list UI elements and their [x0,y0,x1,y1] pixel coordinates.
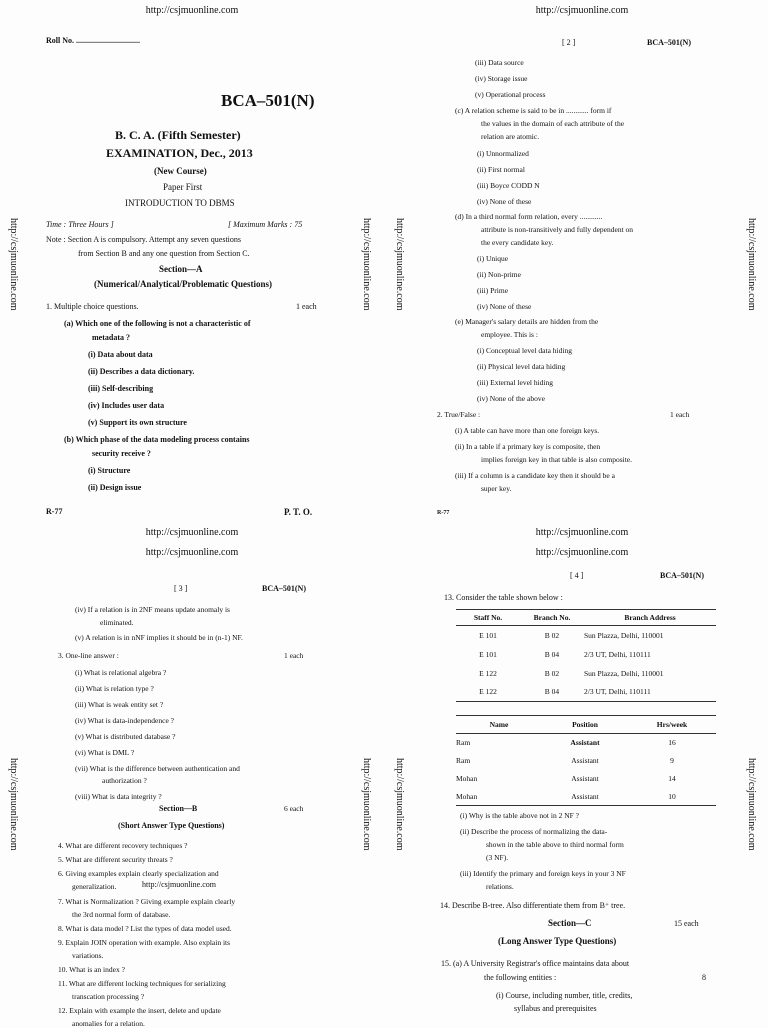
page-code: BCA–501(N) [660,571,704,580]
qb-line-1: (b) Which phase of the data modeling process contains [64,435,250,444]
column-header: Name [489,720,509,729]
column-header: Hrs/week [656,720,688,729]
table-cell: E 101 [479,649,497,659]
q3-item: (ii) What is relation type ? [75,684,154,693]
q3-item: (iv) What is data-independence ? [75,716,174,725]
qe-line-2: employee. This is : [481,330,538,339]
q2-i: (i) A table can have more than one foreign keys. [455,426,600,435]
table-cell: Sun Plazza, Delhi, 110001 [584,630,664,640]
qa-line-1: (a) Which one of the following is not a characteristic of [64,319,251,328]
table-cell: Mohan [456,774,478,783]
qe-option: (iii) External level hiding [477,378,554,387]
note-line-1: Note : Section A is compulsory. Attempt any seven questions [46,235,242,244]
qd-line-2: attribute is non-transitively and fully dependent on [481,225,634,234]
table-row [456,788,716,806]
column-header: Branch Address [624,613,676,622]
page3-header-url-1: http://csjmuonline.com [145,527,239,538]
q12-line-2: anomalies for a relation. [72,1019,145,1028]
qc-option: (i) Unnormalized [477,149,529,158]
qe-option: (i) Conceptual level data hiding [477,346,572,355]
option: (iv) Storage issue [475,74,528,83]
qe-line-1: (e) Manager's salary details are hidden from the [455,317,599,326]
qc-option: (iv) None of these [477,197,532,206]
table-cell: B 02 [544,668,560,678]
qc-line-1: (c) A relation scheme is said to be in ............ form if [455,106,612,115]
table-cell: E 101 [479,630,497,640]
page-code: BCA–501(N) [647,38,691,47]
table-row [456,770,716,788]
table-cell: Mohan [456,791,478,801]
q5: 5. What are different security threats ? [58,855,173,864]
section-c-marks: 15 each [674,919,699,928]
roll-no: Roll No. ................................ [46,36,140,45]
q15-i-line-1: (i) Course, including number, title, credits, [496,991,633,1000]
qa-option: (i) Data about data [88,350,153,359]
q6-line-2: generalization. [72,882,117,891]
q2-iii-line-2: super key. [481,484,512,493]
side-url: http://csjmuonline.com [746,758,757,851]
q2-marks: 1 each [670,410,690,419]
table-cell: B 04 [544,649,560,659]
table-row [456,645,716,664]
side-url: http://csjmuonline.com [361,218,372,311]
table-cell: 14 [668,774,676,783]
table-row [456,734,716,752]
table-row [456,664,716,683]
section-b-marks: 6 each [284,804,304,813]
column-header: Branch No. [533,613,571,622]
qd-option: (iii) Prime [477,286,509,295]
q15-i-line-2: syllabus and prerequisites [514,1004,597,1013]
table-cell: 10 [668,791,676,801]
qa-line-2: metadata ? [92,333,130,342]
q15-line-1: 15. (a) A University Registrar's office maintains data about [441,959,630,968]
column-header: Position [572,720,598,729]
section-c-subheading: (Long Answer Type Questions) [498,936,617,946]
q13-i: (i) Why is the table above not in 2 NF ? [460,811,580,820]
q2-ii-line-2: implies foreign key in that table is also composite. [481,455,633,464]
side-url: http://csjmuonline.com [361,758,372,851]
page2-footer-code: R-77 [437,510,450,516]
q13-iii-line-1: (iii) Identify the primary and foreign keys in your 3 NF [460,869,626,878]
q2-iii-line-1: (iii) If a column is a candidate key then it should be a [455,471,615,480]
page1-pto: P. T. O. [284,507,313,517]
paper-code: BCA–501(N) [221,91,315,110]
q3-viii: (viii) What is data integrity ? [75,792,162,801]
table-cell: E 122 [479,668,497,678]
qb-option: (ii) Design issue [88,483,142,492]
new-course: (New Course) [154,166,207,176]
q7-line-1: 7. What is Normalization ? Giving example explain clearly [58,897,236,906]
page4-header-url-2: http://csjmuonline.com [535,547,629,558]
qb-option: (i) Structure [88,466,131,475]
table-cell: 2/3 UT, Delhi, 110111 [584,687,651,697]
table-row [456,683,716,702]
table-row [456,752,716,770]
time: Time : Three Hours ] [46,220,114,229]
page-code: BCA–501(N) [262,584,306,593]
qa-option: (iii) Self-describing [88,384,154,393]
qa-option: (ii) Describes a data dictionary. [88,367,195,376]
q3-item: (iii) What is weak entity set ? [75,700,164,709]
q13-ii-line-1: (ii) Describe the process of normalizing the data- [460,827,608,836]
q13: 13. Consider the table shown below : [444,593,563,602]
q3-vii-line-2: authorization ? [102,776,147,785]
table-cell: Sun Plazza, Delhi, 110001 [584,668,664,678]
q12-line-1: 12. Explain with example the insert, delete and update [58,1006,221,1015]
side-url: http://csjmuonline.com [8,758,19,851]
q8: 8. What is data model ? List the types of data model used. [58,924,232,933]
qc-option: (ii) First normal [477,165,525,174]
q3-marks: 1 each [284,651,304,660]
qc-line-2: the values in the domain of each attribute of the [481,119,625,128]
section-a-heading: Section—A [159,264,203,274]
option: (v) Operational process [475,90,546,99]
side-url: http://csjmuonline.com [394,758,405,851]
stmt-iv-line-2: eliminated. [100,618,134,627]
q6-line-1: 6. Giving examples explain clearly specialization and [58,869,219,878]
q3-item: (vi) What is DML ? [75,748,135,757]
stmt-v: (v) A relation is in nNF implies it should be in (n-1) NF. [75,633,243,642]
table-cell: 2/3 UT, Delhi, 110111 [584,649,651,659]
section-c-heading: Section—C [548,918,592,928]
stmt-iv-line-1: (iv) If a relation is in 2NF means update anomaly is [75,605,230,614]
page-number: [ 2 ] [562,38,576,47]
page1-footer-code: R-77 [46,507,63,516]
table-cell: B 02 [544,630,560,640]
q2-ii-line-1: (ii) In a table if a primary key is composite, then [455,442,601,451]
table-row [456,626,716,645]
q2: 2. True/False : [437,410,481,419]
inline-url: http://csjmuonline.com [142,880,216,889]
table-cell: Ram [456,756,471,765]
course-title: B. C. A. (Fifth Semester) [115,128,241,142]
table-cell: E 122 [479,687,497,697]
q7-line-2: the 3rd normal form of database. [72,910,171,919]
staff-hours-table [456,715,716,806]
page-number: [ 4 ] [570,571,584,580]
q10: 10. What is an index ? [58,965,125,974]
table-cell: B 04 [544,687,560,697]
table-cell: Assistant [571,774,599,783]
side-url: http://csjmuonline.com [394,218,405,311]
q13-iii-line-2: relations. [486,882,514,891]
subject: INTRODUCTION TO DBMS [125,198,235,208]
q15-marks: 8 [702,973,706,982]
qc-option: (iii) Boyce CODD N [477,181,540,190]
table-cell: Ram [456,738,471,748]
q9-line-2: variations. [72,951,104,960]
q3-item: (v) What is distributed database ? [75,732,176,741]
max-marks: [ Maximum Marks : 75 [228,220,303,229]
qd-line-1: (d) In a third normal form relation, every ............ [455,212,603,221]
q4: 4. What are different recovery techniques ? [58,841,188,850]
side-url: http://csjmuonline.com [8,218,19,311]
qd-option: (i) Unique [477,254,509,263]
table-header-row [456,716,716,734]
qd-line-3: the every candidate key. [481,238,554,247]
q3-vii-line-1: (vii) What is the difference between authentication and [75,764,240,773]
table-cell: Assistant [571,756,599,765]
qd-option: (ii) Non-prime [477,270,521,279]
table-cell: Assistant [571,791,599,801]
q3-item: (i) What is relational algebra ? [75,668,167,677]
side-url: http://csjmuonline.com [746,218,757,311]
q13-ii-line-3: (3 NF). [486,853,509,862]
table-cell: 16 [668,738,676,748]
q11-line-2: transcation processing ? [72,992,145,1001]
option: (iii) Data source [475,58,524,67]
qc-line-3: relation are atomic. [481,132,540,141]
page2-header-url: http://csjmuonline.com [535,5,629,16]
exam-title: EXAMINATION, Dec., 2013 [106,146,253,160]
table-header-row [456,610,716,626]
table-cell: Assistant [570,738,600,748]
column-header: Staff No. [473,613,503,622]
qa-option: (iv) Includes user data [88,401,165,410]
note-line-2: from Section B and any one question from Section C. [78,249,250,258]
q1: 1. Multiple choice questions. [46,302,139,311]
page3-header-url-2: http://csjmuonline.com [145,547,239,558]
section-b-heading: Section—B [159,804,198,813]
paper-no: Paper First [163,182,203,192]
q13-ii-line-2: shown in the table above to third normal form [486,840,624,849]
page1-header-url: http://csjmuonline.com [145,5,239,16]
q14: 14. Describe B-tree. Also differentiate them from B⁺ tree. [440,901,626,910]
qe-option: (iv) None of the above [477,394,545,403]
section-b-subheading: (Short Answer Type Questions) [118,821,225,830]
q9-line-1: 9. Explain JOIN operation with example. Also explain its [58,938,231,947]
qe-option: (ii) Physical level data hiding [477,362,566,371]
table-cell: 9 [670,756,674,765]
q3: 3. One-line answer : [58,651,119,660]
q11-line-1: 11. What are different locking techniques for serializing [58,979,226,988]
qa-option: (v) Support its own structure [88,418,187,427]
q1-marks: 1 each [296,302,317,311]
staff-branch-table [456,609,716,702]
section-a-subheading: (Numerical/Analytical/Problematic Questions) [94,279,273,289]
page-number: [ 3 ] [174,584,188,593]
qd-option: (iv) None of these [477,302,532,311]
q15-line-2: the following entities : [484,973,557,982]
page4-header-url-1: http://csjmuonline.com [535,527,629,538]
qb-line-2: security receive ? [92,449,151,458]
